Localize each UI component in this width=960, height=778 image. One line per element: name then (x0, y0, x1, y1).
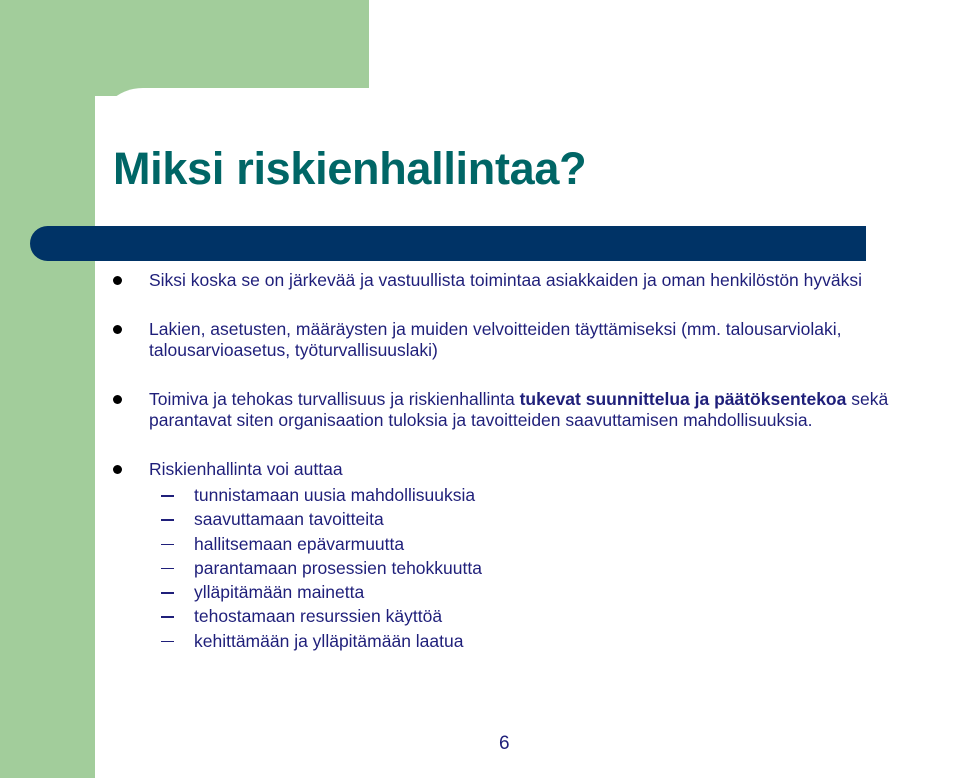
bullet-item (112, 319, 952, 361)
page-number: 6 (499, 733, 510, 754)
bullet-item (112, 459, 952, 480)
sub-item-text: saavuttamaan tavoitteita (194, 509, 384, 530)
title-underline-bar (30, 226, 866, 261)
dash-icon (161, 641, 174, 643)
sub-item-text: kehittämään ja ylläpitämään laatua (194, 630, 464, 651)
top-green-band (0, 0, 369, 96)
left-green-rail (0, 0, 95, 778)
bullet-dot-icon (113, 465, 122, 474)
dash-icon (161, 544, 174, 546)
bullet-text-end: sekä parantavat siten organisaation tuloksia ja tavoitteiden saavuttamisen mahdollisuuksia. (149, 389, 889, 430)
bullet-dot-icon (113, 276, 122, 285)
sub-list-item (112, 532, 952, 556)
dash-icon (161, 592, 174, 594)
dash-icon (161, 568, 174, 570)
bullet-dot-icon (113, 325, 122, 334)
sub-item-text: hallitsemaan epävarmuutta (194, 533, 405, 554)
bullet-text: Siksi koska se on järkevää ja vastuullista toimintaa asiakkaiden ja oman henkilöstön hyväksi (149, 270, 863, 290)
bullet-text-emphasis: tukevat suunnittelua ja päätöksentekoa (519, 389, 847, 409)
sub-list-item (112, 629, 952, 653)
sub-list (112, 483, 952, 653)
dash-icon (161, 495, 174, 497)
sub-list-item (112, 483, 952, 507)
sub-list-item (112, 580, 952, 604)
bullet-text-start: Toimiva ja tehokas turvallisuus ja riskienhallinta (149, 389, 520, 409)
sub-item-text: parantamaan prosessien tehokkuutta (194, 557, 482, 578)
slide-body (112, 270, 952, 653)
sub-item-text: tunnistamaan uusia mahdollisuuksia (194, 485, 476, 505)
bullet-item (112, 389, 952, 431)
sub-item-text: tehostamaan resurssien käyttöä (194, 606, 443, 627)
bullet-text: Riskienhallinta voi auttaa (149, 459, 343, 479)
sub-list-item (112, 604, 952, 628)
sub-list-item (112, 556, 952, 580)
sub-list-item (112, 507, 952, 531)
dash-icon (161, 519, 174, 521)
bullet-dot-icon (113, 395, 122, 404)
bullet-text: Lakien, asetusten, määräysten ja muiden velvoitteiden täyttämiseksi (mm. talousarviolaki, talousarvioasetus, työturvallisuuslaki) (149, 319, 842, 360)
bullet-item (112, 270, 952, 291)
slide-title: Miksi riskienhallintaa? (113, 143, 587, 194)
dash-icon (161, 616, 174, 618)
sub-item-text: ylläpitämään mainetta (194, 582, 365, 603)
